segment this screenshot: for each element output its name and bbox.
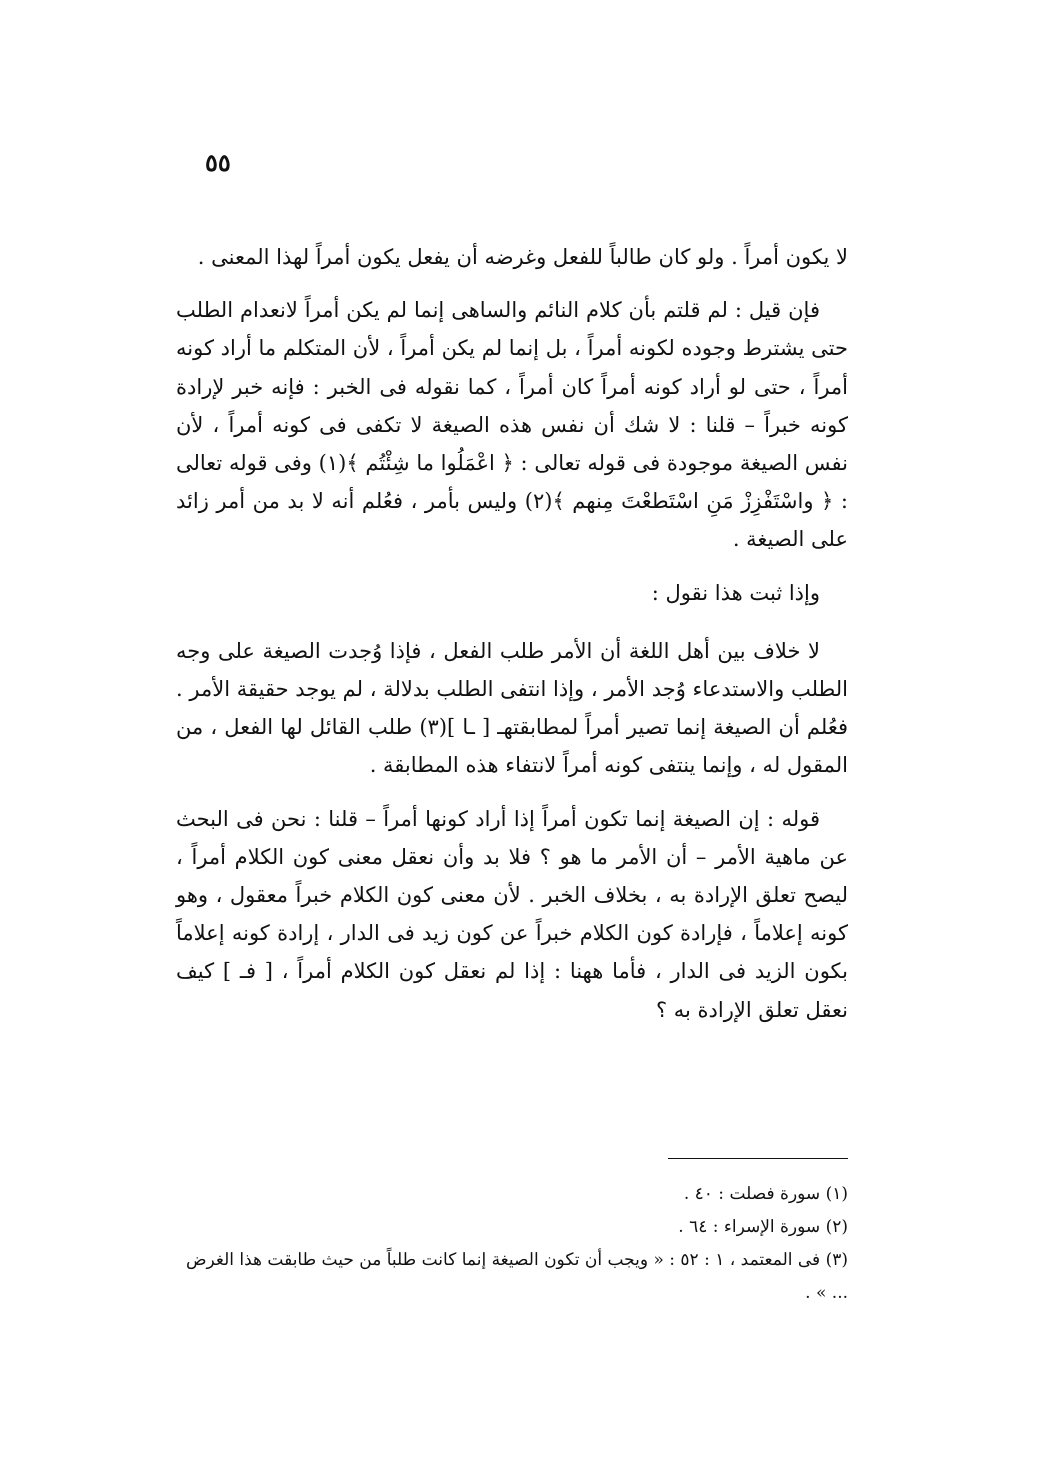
paragraph-3: وإذا ثبت هذا نقول : — [651, 580, 820, 605]
paragraph-2: فإن قيل : لم قلتم بأن كلام النائم والساهى إنما لم يكن أمراً لانعدام الطلب حتى يشترط وجوده لكونه أمراً ، بل إنما لم يكن أمراً ، لأن المتكلم ما أراد كونه أمراً ، حتى لو أراد كونه أمراً كان أمراً ، كما نقوله فى الخبر : فإنه خبر لإرادة كونه خبراً – قلنا : لا شك أن نفس هذه الصيغة لا تكفى فى كونه أمراً ، لأن نفس الصيغة موجودة فى قوله تعالى : ﴿ اعْمَلُوا ما شِئْتُم ﴾(١) وفى قوله تعالى : ﴿ واسْتَفْزِزْ مَنِ اسْتَطعْتَ مِنهم ﴾(٢) وليس بأمر ، فعُلم أنه لا بد من أمر زائد على الصيغة . — [176, 298, 848, 552]
footnote-separator — [668, 1158, 848, 1159]
page-number: ٥٥ — [205, 148, 231, 177]
footnote-3: (٣) فى المعتمد ، ١ : ٥٢ : « ويجب أن تكون الصيغة إنما كانت طلباً من حيث طابقت هذا الغرض ... » . — [185, 1250, 848, 1303]
footnotes — [176, 1178, 848, 1310]
paragraph-5: قوله : إن الصيغة إنما تكون أمراً إذا أراد كونها أمراً – قلنا : نحن فى البحث عن ماهية الأمر – أن الأمر ما هو ؟ فلا بد وأن نعقل معنى كون الكلام أمراً ، ليصح تعلق الإرادة به ، بخلاف الخبر . لأن معنى كون الكلام خبراً معقول ، وهو كونه إعلاماً ، فإرادة كون الكلام خبراً عن كون زيد فى الدار ، إرادة كونه إعلاماً بكون الزيد فى الدار ، فأما ههنا : إذا لم نعقل كون الكلام أمراً ، [ فـ ] كيف نعقل تعلق الإرادة به ؟ — [176, 806, 848, 1022]
footnote-1: (١) سورة فصلت : ٤٠ . — [683, 1184, 848, 1204]
paragraph-4: لا خلاف بين أهل اللغة أن الأمر طلب الفعل ، فإذا وُجدت الصيغة على وجه الطلب والاستدعاء وُجد الأمر ، وإذا انتفى الطلب بدلالة ، لم يوجد حقيقة الأمر . فعُلم أن الصيغة إنما تصير أمراً لمطابقتهـ [ ـا ](٣) طلب القائل لها الفعل ، من المقول له ، وإنما ينتفى كونه أمراً لانتفاء هذه المطابقة . — [176, 638, 848, 778]
footnote-2: (٢) سورة الإسراء : ٦٤ . — [678, 1217, 848, 1237]
paragraph-1: لا يكون أمراً . ولو كان طالباً للفعل وغرضه أن يفعل يكون أمراً لهذا المعنى . — [197, 245, 848, 269]
main-text — [176, 238, 848, 1044]
